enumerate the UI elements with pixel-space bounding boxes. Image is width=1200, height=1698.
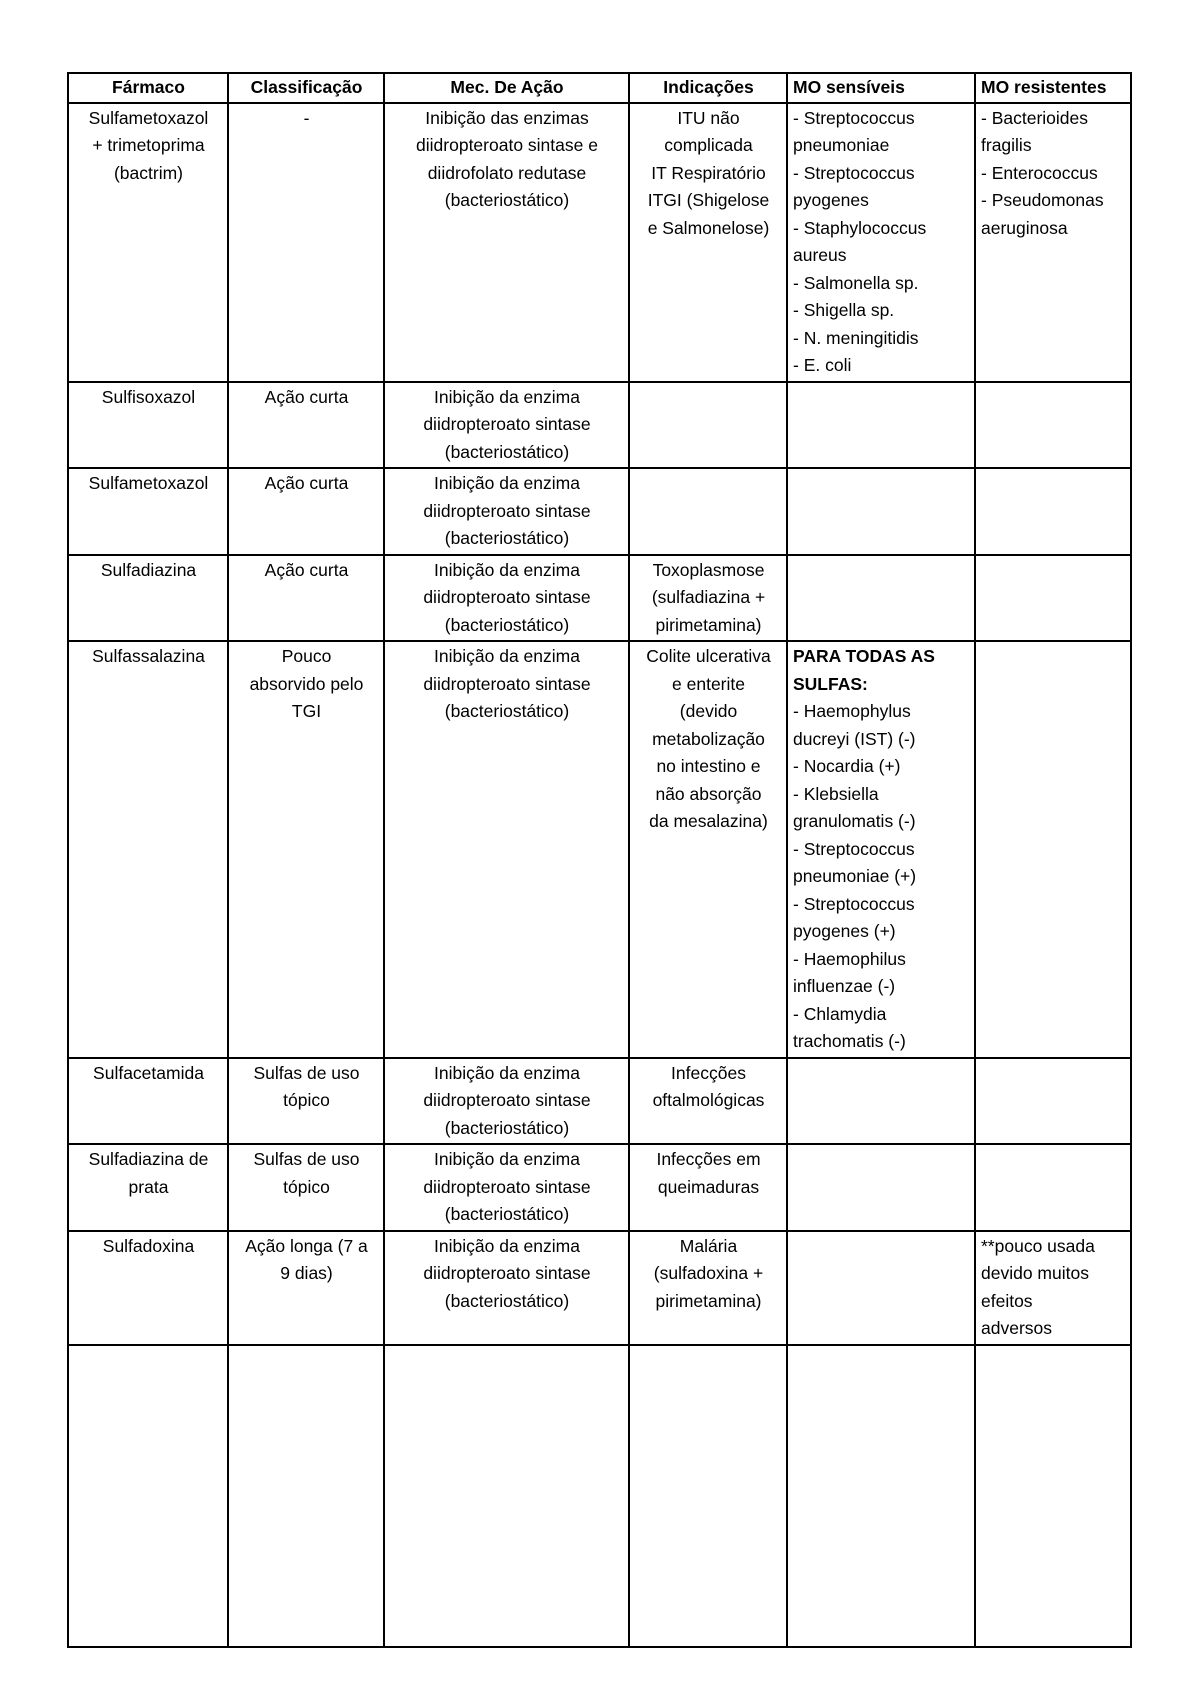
- cell-line: - Pseudomonas: [981, 190, 1104, 210]
- cell-line: - Streptococcus: [793, 838, 915, 859]
- cell-line: diidropteroato sintase e: [416, 135, 598, 155]
- cell-classificacao: [228, 641, 384, 1058]
- cell-line: Sulfacetamida: [93, 1062, 204, 1083]
- cell-line: diidropteroato sintase: [423, 1176, 591, 1197]
- cell-line: tópico: [283, 1176, 330, 1197]
- cell-line: Inibição da enzima: [434, 1062, 580, 1083]
- cell-line: e enterite: [672, 673, 745, 694]
- cell-indicacoes: [629, 641, 787, 1058]
- cell-line: **pouco usada: [981, 1235, 1095, 1256]
- header-farmaco: Fármaco: [68, 73, 228, 103]
- cell-indicacoes: [629, 103, 787, 382]
- cell-line: Ação curta: [264, 386, 349, 407]
- cell-farmaco: [68, 468, 228, 555]
- cell-line: e Salmonelose): [647, 217, 770, 238]
- cell-line: Inibição da enzima: [434, 1235, 580, 1256]
- cell-line: metabolização: [652, 728, 765, 749]
- cell-classificacao: [228, 555, 384, 642]
- cell-mo-sensiveis: [787, 1345, 975, 1647]
- cell-line: ducreyi (IST) (-): [793, 728, 916, 749]
- cell-line: diidrofolato redutase: [427, 162, 587, 183]
- cell-line: influenzae (-): [793, 976, 896, 996]
- cell-line: pneumoniae (+): [793, 866, 917, 886]
- cell-mo-sensiveis: [787, 1058, 975, 1145]
- cell-indicacoes: [629, 382, 787, 469]
- cell-farmaco: [68, 1345, 228, 1647]
- cell-mo-sensiveis: [787, 555, 975, 642]
- cell-line: + trimetoprima: [92, 135, 205, 155]
- cell-line: - Klebsiella: [793, 783, 879, 804]
- cell-mo-resistentes: [975, 468, 1131, 555]
- cell-line: Infecções: [671, 1062, 746, 1083]
- cell-line: diidropteroato sintase: [423, 1090, 591, 1110]
- cell-line: (bacteriostático): [444, 614, 570, 635]
- cell-line: da mesalazina): [649, 811, 768, 831]
- cell-line: Inibição da enzima: [434, 386, 580, 407]
- cell-mecanismo: [384, 555, 629, 642]
- cell-classificacao: [228, 468, 384, 555]
- cell-line: Inibição das enzimas: [425, 107, 589, 128]
- cell-line: diidropteroato sintase: [423, 587, 591, 607]
- cell-mecanismo: [384, 1058, 629, 1145]
- cell-line: - Streptococcus: [793, 893, 915, 914]
- cell-line: ITGI (Shigelose: [647, 190, 770, 210]
- cell-mo-resistentes: [975, 1231, 1131, 1345]
- cell-indicacoes: [629, 1058, 787, 1145]
- cell-line: - Shigella sp.: [793, 300, 895, 320]
- cell-line: devido muitos: [981, 1263, 1089, 1283]
- header-mo-resistentes: MO resistentes: [975, 73, 1131, 103]
- cell-mo-sensiveis: [787, 103, 975, 382]
- table-row: [68, 1058, 1131, 1145]
- cell-mecanismo: [384, 1231, 629, 1345]
- cell-line: (devido: [679, 701, 738, 721]
- cell-line: (sulfadiazina +: [651, 587, 766, 607]
- table-row: [68, 1231, 1131, 1345]
- cell-farmaco: [68, 555, 228, 642]
- cell-mo-resistentes: [975, 103, 1131, 382]
- cell-indicacoes: [629, 1144, 787, 1231]
- cell-line: pyogenes (+): [793, 921, 896, 941]
- cell-line: adversos: [981, 1318, 1053, 1338]
- header-row: [68, 73, 1131, 103]
- cell-line: (bacteriostático): [444, 190, 570, 210]
- table-row: [68, 641, 1131, 1058]
- cell-line: efeitos: [981, 1290, 1033, 1311]
- cell-line: (bactrim): [113, 162, 184, 183]
- cell-line: - Streptococcus: [793, 162, 915, 183]
- cell-line: Ação curta: [264, 559, 349, 580]
- cell-line: Sulfadoxina: [102, 1235, 195, 1256]
- cell-mecanismo: [384, 1345, 629, 1647]
- table-row: [68, 103, 1131, 382]
- cell-mo-sensiveis: [787, 468, 975, 555]
- cell-mo-sensiveis: [787, 1144, 975, 1231]
- cell-mo-sensiveis: [787, 1231, 975, 1345]
- cell-mo-resistentes: [975, 641, 1131, 1058]
- cell-line: - Chlamydia: [793, 1003, 887, 1024]
- cell-line: - Streptococcus: [793, 107, 915, 128]
- cell-line: pyogenes: [793, 190, 869, 210]
- table-row: [68, 1144, 1131, 1231]
- cell-mecanismo: [384, 1144, 629, 1231]
- cell-line: tópico: [283, 1090, 330, 1110]
- cell-farmaco: [68, 1231, 228, 1345]
- cell-line: (bacteriostático): [444, 1290, 570, 1311]
- cell-line: Sulfadiazina: [100, 559, 197, 580]
- table-row: [68, 468, 1131, 555]
- cell-farmaco: [68, 1144, 228, 1231]
- table-row: [68, 382, 1131, 469]
- cell-line: queimaduras: [657, 1176, 760, 1197]
- header-classificacao: Classificação: [228, 73, 384, 103]
- cell-line: diidropteroato sintase: [423, 414, 591, 434]
- cell-line: - Haemophylus: [793, 701, 911, 721]
- cell-line: 9 dias): [280, 1263, 333, 1283]
- cell-line: pneumoniae: [793, 135, 890, 155]
- cell-line: - N. meningitidis: [793, 327, 919, 348]
- cell-farmaco: [68, 103, 228, 382]
- cell-classificacao: [228, 1058, 384, 1145]
- cell-indicacoes: [629, 1231, 787, 1345]
- table-row: [68, 555, 1131, 642]
- cell-line: Sulfassalazina: [92, 646, 205, 666]
- cell-line: absorvido pelo: [249, 673, 364, 694]
- cell-mo-resistentes: [975, 1345, 1131, 1647]
- cell-line: - Enterococcus: [981, 162, 1098, 183]
- cell-line: - E. coli: [793, 355, 852, 375]
- cell-line: Sulfisoxazol: [101, 386, 196, 407]
- cell-indicacoes: [629, 1345, 787, 1647]
- cell-line: - Salmonella sp.: [793, 272, 919, 293]
- cell-line: (bacteriostático): [444, 528, 570, 548]
- cell-mo-resistentes: [975, 1058, 1131, 1145]
- cell-line: Malária: [679, 1235, 738, 1256]
- cell-line: Colite ulcerativa: [646, 646, 771, 666]
- cell-line: - Nocardia (+): [793, 756, 901, 776]
- cell-farmaco: [68, 1058, 228, 1145]
- cell-line: (bacteriostático): [444, 1204, 570, 1224]
- cell-classificacao: [228, 382, 384, 469]
- cell-line: não absorção: [655, 783, 762, 804]
- cell-classificacao: [228, 1345, 384, 1647]
- cell-mo-sensiveis: [787, 382, 975, 469]
- cell-line: fragilis: [981, 135, 1032, 155]
- cell-mecanismo: [384, 382, 629, 469]
- sulfonamides-table: [67, 72, 1132, 1648]
- cell-line: oftalmológicas: [652, 1090, 765, 1110]
- header-mo-sensiveis: MO sensíveis: [787, 73, 975, 103]
- cell-line: complicada: [664, 135, 753, 155]
- cell-classificacao: [228, 1231, 384, 1345]
- cell-line: aureus: [793, 245, 847, 265]
- cell-line: diidropteroato sintase: [423, 500, 591, 521]
- header-indicacoes: Indicações: [629, 73, 787, 103]
- cell-indicacoes: [629, 555, 787, 642]
- cell-mo-resistentes: [975, 1144, 1131, 1231]
- cell-mecanismo: [384, 641, 629, 1058]
- cell-line: Sulfadiazina de: [88, 1149, 209, 1169]
- cell-line: (bacteriostático): [444, 701, 570, 721]
- cell-farmaco: [68, 641, 228, 1058]
- cell-line: Sulfametoxazol: [88, 107, 209, 128]
- cell-mo-sensiveis: [787, 641, 975, 1058]
- cell-line: - Haemophilus: [793, 948, 906, 969]
- cell-line: (bacteriostático): [444, 441, 570, 462]
- cell-line: ITU não: [677, 107, 740, 128]
- cell-line: Ação curta: [264, 473, 349, 493]
- cell-mecanismo: [384, 103, 629, 382]
- cell-line: (bacteriostático): [444, 1117, 570, 1138]
- table-row: [68, 1345, 1131, 1647]
- cell-line: - Staphylococcus: [793, 217, 927, 238]
- cell-line: IT Respiratório: [651, 162, 766, 183]
- cell-line: Sulfas de uso: [253, 1062, 360, 1083]
- header-mecanismo: Mec. De Ação: [384, 73, 629, 103]
- cell-mo-resistentes: [975, 382, 1131, 469]
- cell-line: Inibição da enzima: [434, 473, 580, 493]
- cell-line: granulomatis (-): [793, 811, 916, 831]
- cell-line: Sulfametoxazol: [88, 473, 209, 493]
- cell-classificacao: [228, 1144, 384, 1231]
- cell-line: prata: [128, 1176, 169, 1197]
- cell-line: diidropteroato sintase: [423, 673, 591, 694]
- cell-classificacao: [228, 103, 384, 382]
- cell-mo-resistentes: [975, 555, 1131, 642]
- cell-line: -: [303, 107, 310, 128]
- cell-line: SULFAS:: [793, 673, 868, 694]
- cell-line: Infecções em: [656, 1149, 761, 1169]
- cell-line: pirimetamina): [655, 1290, 762, 1311]
- cell-indicacoes: [629, 468, 787, 555]
- cell-line: no intestino e: [656, 756, 761, 776]
- cell-line: pirimetamina): [655, 614, 762, 635]
- cell-line: Ação longa (7 a: [245, 1235, 368, 1256]
- cell-line: Inibição da enzima: [434, 1149, 580, 1169]
- cell-line: diidropteroato sintase: [423, 1263, 591, 1283]
- cell-farmaco: [68, 382, 228, 469]
- cell-line: Toxoplasmose: [652, 559, 765, 580]
- cell-line: aeruginosa: [981, 217, 1068, 238]
- cell-line: (sulfadoxina +: [653, 1263, 764, 1283]
- cell-line: PARA TODAS AS: [793, 646, 935, 666]
- cell-line: Inibição da enzima: [434, 559, 580, 580]
- cell-line: Sulfas de uso: [253, 1149, 360, 1169]
- cell-line: Pouco: [281, 646, 332, 666]
- cell-line: Inibição da enzima: [434, 646, 580, 666]
- cell-line: trachomatis (-): [793, 1031, 906, 1051]
- cell-mecanismo: [384, 468, 629, 555]
- cell-line: TGI: [291, 701, 322, 721]
- cell-line: - Bacterioides: [981, 107, 1088, 128]
